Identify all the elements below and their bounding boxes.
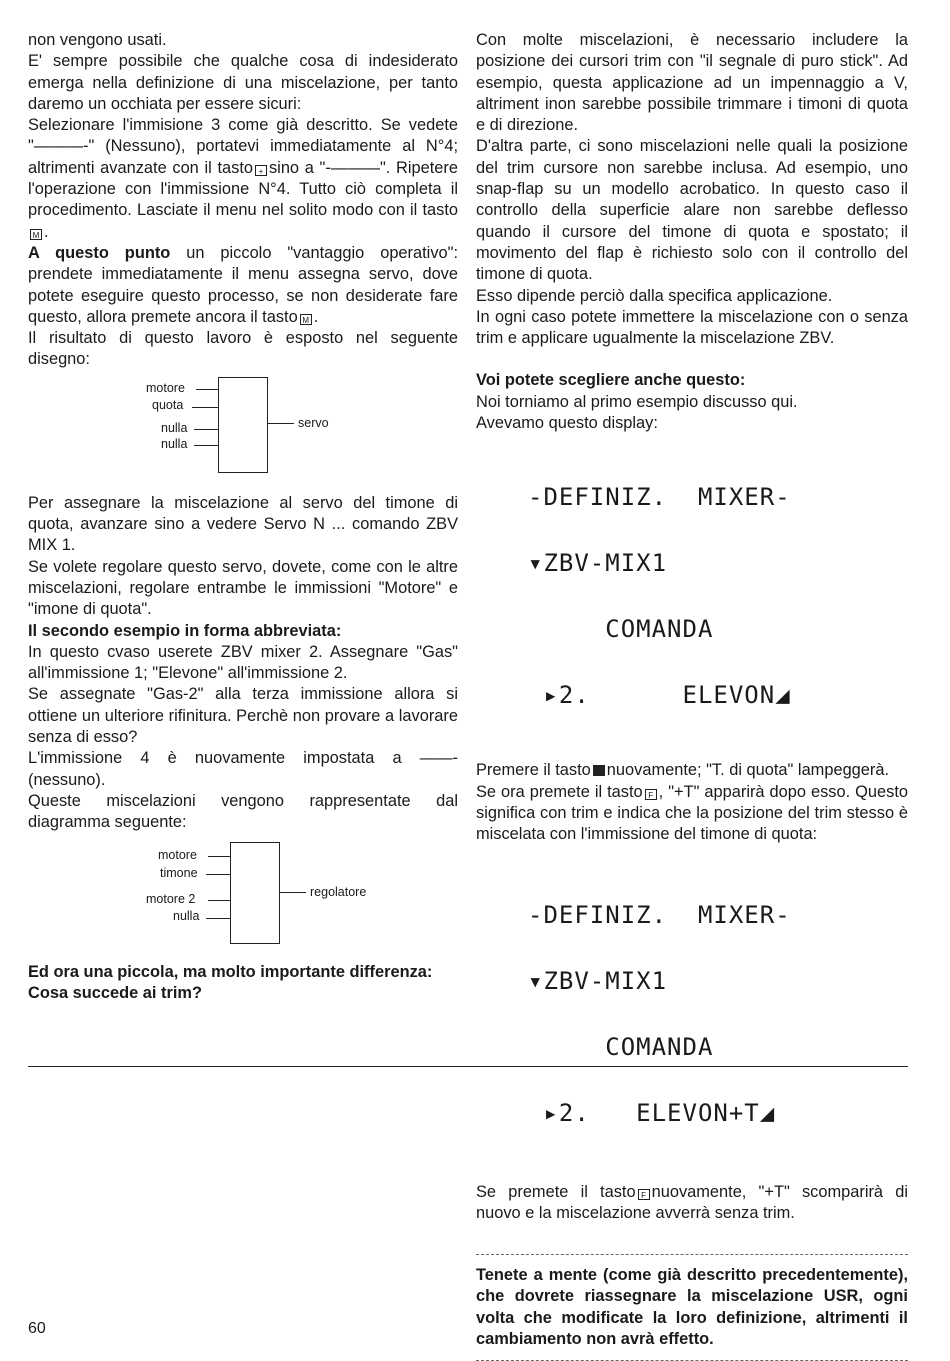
lcd-display-1 [528,442,908,750]
mixer-box [218,377,268,473]
connector-line [192,407,218,408]
diagram-input-label: nulla [173,908,200,923]
lcd-line: COMANDA [528,1032,714,1061]
mixer-diagram-2 [28,834,458,962]
connector-line [194,445,218,446]
paragraph: In ogni caso potete immettere la miscelazione con o senza trim e applicare ugualmente la miscelazione ZBV. [476,307,908,348]
paragraph: Con molte miscelazioni, è necessario includere la posizione dei cursori trim con "il segnale di puro stick". Ad esempio, questa applicazione ad un impennaggio a V, altriment inon sarebbe possibile trimmare i timoni di quota e di direzione. [476,31,908,135]
connector-line [280,892,306,893]
diagram-output-label: servo [298,415,329,430]
paragraph: Queste miscelazioni vengono rappresentate dal diagramma seguente: [28,791,458,832]
section-heading: Cosa succede ai trim? [28,983,202,1002]
spacer [476,1224,908,1254]
lcd-line: ▸2. ELEVON◢ [528,681,791,710]
section-heading: Ed ora una piccola, ma molto importante differenza: [28,962,433,981]
notice-text: Tenete a mente (come già descritto precedentemente), che dovrete riassegnare la miscelazione USR, ogni volta che modificate la loro definizione, altrimenti il cambiamento non avrà effetto. [476,1266,908,1349]
lcd-line: ▸2. ELEVON+T◢ [528,1098,776,1127]
spacer [476,349,908,370]
connector-line [206,874,230,875]
diagram-input-label: motore [158,847,197,862]
paragraph: A questo punto un piccolo "vantaggio operativo": prendete immediatamente il menu assegna servo, dove potete eseguire questo processo, se non desiderate fare questo, allora premete ancora il tasto M . [28,243,458,326]
lcd-line: ▾ZBV-MIX1 [528,966,668,995]
lcd-display-2 [528,860,908,1168]
diagram-input-label: timone [160,865,198,880]
paragraph: In questo cvaso userete ZBV mixer 2. Assegnare "Gas" all'immissione 1; "Elevone" all'immissione 2. [28,642,458,683]
section-heading: Il secondo esempio in forma abbreviata: [28,621,342,640]
lcd-line: ▾ZBV-MIX1 [528,549,668,578]
paragraph: Se ora premete il tasto F , "+T" apparirà dopo esso. Questo significa con trim e indica che la posizione del trim stesso è miscelata con l'immissione del timone di quota: [476,782,908,844]
lcd-line: -DEFINIZ. MIXER- [528,900,791,929]
diagram-input-label: nulla [161,420,188,435]
paragraph: Premere il tasto nuovamente; "T. di quota" lampeggerà. [476,761,890,780]
diagram-input-label: motore [146,380,185,395]
lcd-line: -DEFINIZ. MIXER- [528,483,791,512]
page-number: 60 [28,1320,46,1337]
paragraph: non vengono usati. [28,31,167,49]
connector-line [196,389,218,390]
diagram-input-label: nulla [161,436,188,451]
lcd-line: COMANDA [528,615,714,644]
paragraph: Se volete regolare questo servo, dovete, come con le altre miscelazioni, regolare entrambe le immissioni "Motore" e "imone di quota". [28,557,458,619]
function-key-icon: F [645,789,657,800]
paragraph: Avevamo questo display: [476,414,658,433]
mixer-diagram-1 [28,371,458,493]
plus-key-icon: + [255,165,267,176]
diagram-input-label: quota [152,397,184,412]
connector-line [208,900,230,901]
paragraph: Selezionare l'immisione 3 come già descritto. Se vedete "———-" (Nessuno), portatevi immediatamente al N°4; altrimenti avanzate con il tasto + sino a "-———". Ripetere l'operazione con l'immissione N°4. Tutto ciò completa il procedimento. Lasciate il menu nel solito modo con il tastoM . [28,116,458,241]
paragraph: Esso dipende perciò dalla specifica applicazione. [476,286,833,305]
spacer [476,1255,908,1265]
paragraph: L'immissione 4 è nuovamente impostata a ——- (nessuno). [28,749,458,789]
function-key-icon: F [638,1189,650,1200]
left-column [28,30,458,1004]
section-heading: Voi potete scegliere anche questo: [476,371,746,390]
paragraph: D'altra parte, ci sono miscelazioni nelle quali la posizione del trim cursore non sarebbe inclusa. Ad esempio, uno snap-flap su un modello acrobatico. In questo caso il controllo della superficie alare non sarebbe deflesso quando il cursore del timone di quota e spostato; il movimento del flap è richiesto solo con il controllo del timone di quota. [476,137,908,284]
connector-line [208,856,230,857]
menu-key-icon: M [30,229,42,240]
paragraph: E' sempre possibile che qualche cosa di indesiderato emerga nella definizione di una miscelazione, per tanto daremo un occhiata per essere sicuri: [28,52,458,113]
paragraph: Il risultato di questo lavoro è esposto nel seguente disegno: [28,329,458,369]
menu-key-icon: M [300,314,312,325]
connector-line [268,423,294,424]
enter-key-icon [593,765,605,776]
right-column [476,30,908,1361]
connector-line [206,918,230,919]
mixer-box [230,842,280,944]
diagram-output-label: regolatore [310,884,367,899]
connector-line [194,429,218,430]
paragraph: Se assegnate "Gas-2" alla terza immissione allora si ottiene un ulteriore rifinitura. Perchè non provare a lavorare senza di esso? [28,685,458,747]
paragraph: Se premete il tasto F nuovamente, "+T" scomparirà di nuovo e la miscelazione avverrà senza trim. [476,1182,908,1222]
paragraph: Noi torniamo al primo esempio discusso qui. [476,392,798,411]
paragraph: Per assegnare la miscelazione al servo del timone di quota, avanzare sino a vedere Servo N ... comando ZBV MIX 1. [28,493,458,555]
diagram-input-label: motore 2 [146,891,196,906]
page-divider [28,1066,908,1067]
